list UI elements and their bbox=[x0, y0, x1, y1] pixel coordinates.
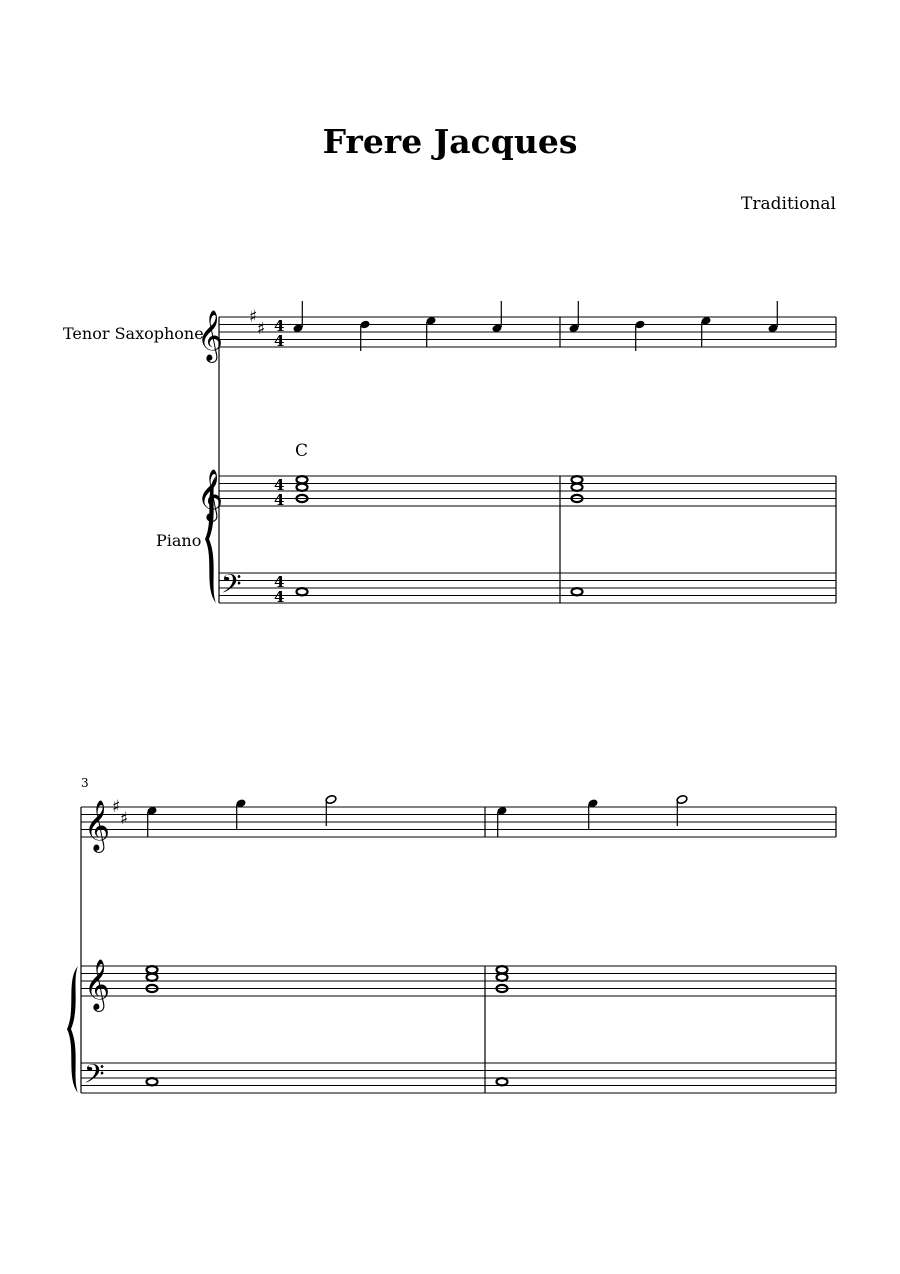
treble-clef-icon: 𝄞 bbox=[84, 959, 111, 1010]
time-sig-bottom: 4 bbox=[274, 491, 285, 509]
measure-number: 3 bbox=[81, 776, 89, 790]
sharp-icon: ♯ bbox=[112, 797, 121, 817]
note-e5 bbox=[359, 320, 370, 351]
time-sig-top: 4 bbox=[274, 476, 285, 494]
time-sig-bottom: 4 bbox=[274, 332, 285, 350]
sax-measure-1 bbox=[292, 301, 502, 351]
sharp-icon: ♯ bbox=[249, 307, 258, 327]
system-1 bbox=[197, 301, 836, 606]
bass-clef-icon: 𝄢 bbox=[221, 568, 242, 606]
note-f-sharp5 bbox=[700, 316, 711, 347]
note-a5-half bbox=[676, 795, 688, 826]
piano-bass-staff-2 bbox=[81, 1063, 836, 1093]
sharp-icon: ♯ bbox=[120, 809, 129, 829]
piano-label: Piano bbox=[156, 531, 202, 550]
note-f-sharp5 bbox=[496, 806, 507, 837]
time-sig-bottom: 4 bbox=[274, 588, 285, 606]
sax-measure-4 bbox=[496, 795, 687, 837]
composer-credit: Traditional bbox=[741, 194, 836, 214]
sharp-icon: ♯ bbox=[257, 319, 266, 339]
note-f-sharp5 bbox=[425, 316, 436, 347]
sax-measure-3 bbox=[146, 795, 336, 837]
time-sig-top: 4 bbox=[274, 317, 285, 335]
treble-clef-icon: 𝄞 bbox=[84, 800, 111, 851]
time-signature bbox=[274, 317, 284, 350]
chord-symbol: C bbox=[295, 441, 309, 461]
time-signature bbox=[274, 476, 284, 509]
piano-treble-staff-1 bbox=[219, 476, 836, 506]
note-a5-half bbox=[325, 795, 337, 826]
treble-clef-icon: 𝄞 bbox=[197, 310, 224, 361]
time-signature bbox=[274, 573, 284, 606]
piano-bass-note bbox=[147, 1078, 158, 1085]
piano-bass-note bbox=[297, 588, 308, 595]
piano-treble-staff-2 bbox=[81, 966, 836, 996]
sax-staff-1 bbox=[219, 317, 836, 347]
piano-bass-staff-1 bbox=[219, 573, 836, 603]
system-2 bbox=[67, 776, 836, 1096]
piano-bass-note bbox=[572, 588, 583, 595]
tenor-saxophone-label: Tenor Saxophone bbox=[63, 324, 204, 343]
time-sig-top: 4 bbox=[274, 573, 285, 591]
score-title: Frere Jacques bbox=[322, 122, 578, 161]
note-e5 bbox=[634, 320, 645, 351]
note-f-sharp5 bbox=[146, 806, 157, 837]
sax-staff-2 bbox=[81, 807, 836, 837]
sax-measure-2 bbox=[568, 301, 778, 351]
bass-clef-icon: 𝄢 bbox=[84, 1058, 105, 1096]
treble-clef-icon: 𝄞 bbox=[197, 469, 224, 520]
brace-icon bbox=[67, 966, 78, 1093]
piano-bass-note bbox=[497, 1078, 508, 1085]
